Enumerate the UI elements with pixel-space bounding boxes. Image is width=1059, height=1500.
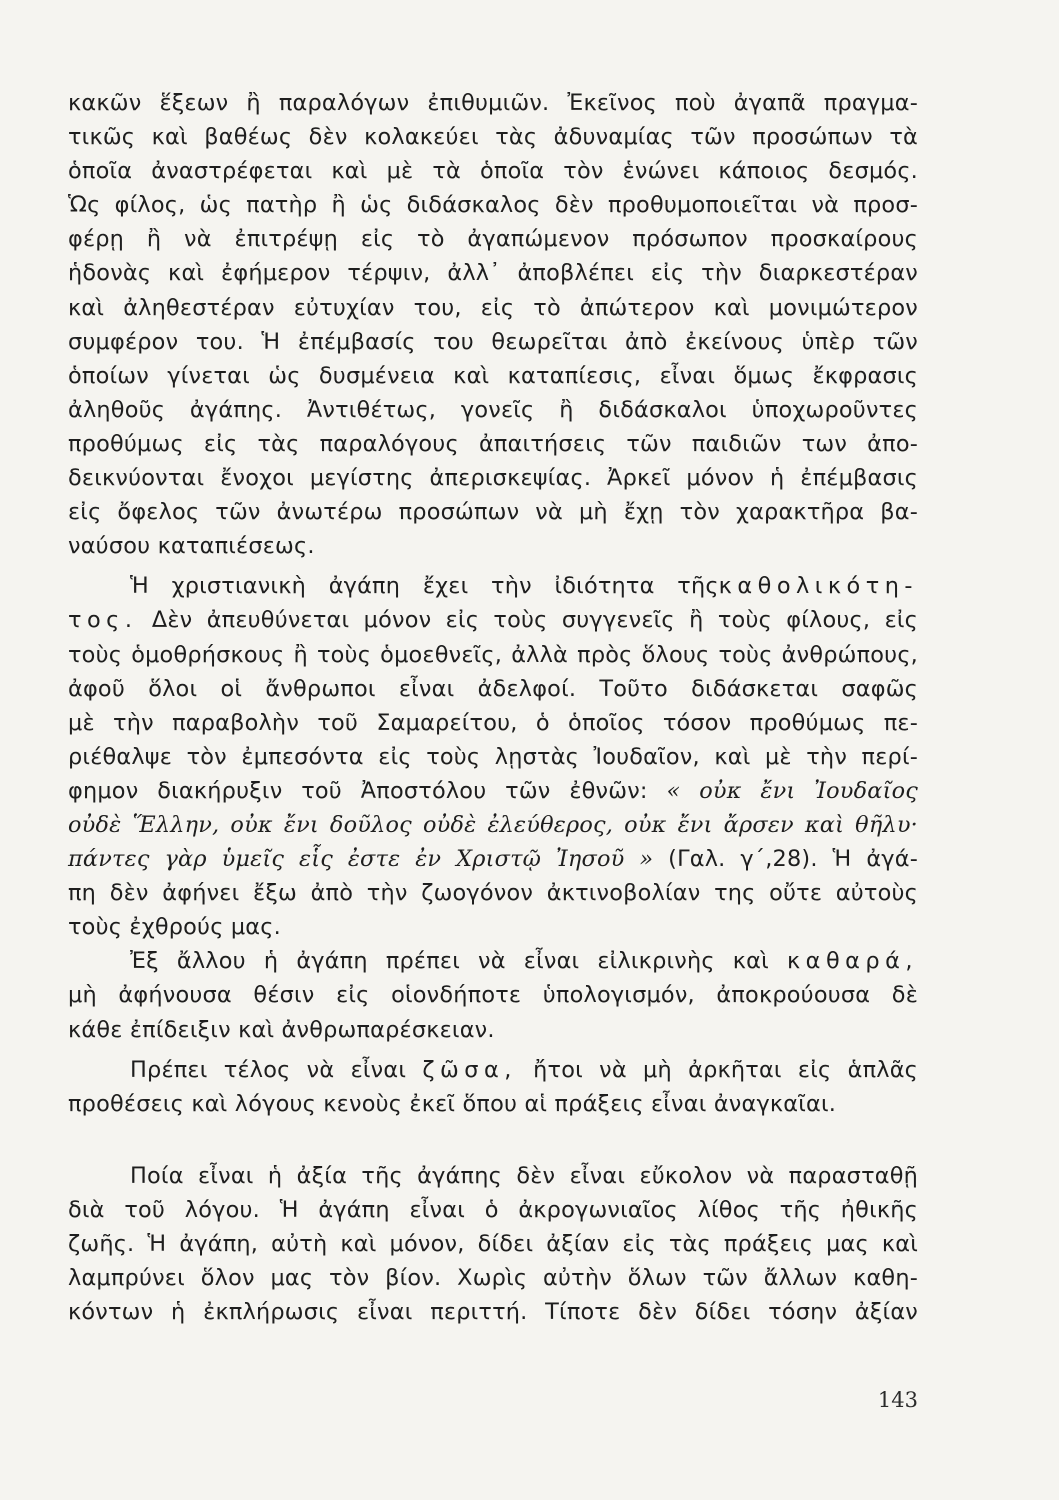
paragraph-1 bbox=[68, 86, 918, 563]
emphasis-spaced: καθολικότη- bbox=[718, 573, 918, 600]
text-line bbox=[68, 1053, 918, 1087]
text-line: πη δὲν ἀφήνει ἔξω ἀπὸ τὴν ζωογόνον ἀκτινοβολίαν της οὔτε αὐτοὺς bbox=[68, 880, 918, 907]
text-line: δεικνύονται ἔνοχοι μεγίστης ἀπερισκεψίας. Ἀρκεῖ μόνον ἡ ἐπέμβασις bbox=[68, 465, 918, 492]
text-line: ἀφοῦ ὅλοι οἱ ἄνθρωποι εἶναι ἀδελφοί. Τοῦτο διδάσκεται σαφῶς bbox=[68, 675, 918, 702]
page-number: 143 bbox=[877, 1388, 918, 1412]
text-line: τοὺς ὁμοθρήσκους ἢ τοὺς ὁμοεθνεῖς, ἀλλὰ πρὸς ὅλους τοὺς ἀνθρώπους, bbox=[68, 641, 918, 668]
text-line: καὶ ἀληθεστέραν εὐτυχίαν του, εἰς τὸ ἀπώτερον καὶ μονιμώτερον bbox=[68, 294, 918, 321]
text-run: φημον διακήρυξιν τοῦ Ἀποστόλου τῶν ἐθνῶν: bbox=[68, 777, 667, 804]
text-line bbox=[68, 944, 918, 978]
text-line: εἰς ὄφελος τῶν ἀνωτέρω προσώπων νὰ μὴ ἔχῃ τὸν χαρακτῆρα βα- bbox=[68, 499, 918, 526]
text-line: φέρῃ ἢ νὰ ἐπιτρέψῃ εἰς τὸ ἀγαπώμενον πρόσωπον προσκαίρους bbox=[68, 226, 918, 253]
paragraph-5 bbox=[68, 1159, 918, 1329]
text-line: τοὺς ἐχθρούς μας. bbox=[68, 914, 281, 941]
text-line: ὁποῖα ἀναστρέφεται καὶ μὲ τὰ ὁποῖα τὸν ἑνώνει κάποιος δεσμός. bbox=[68, 158, 918, 185]
body-text bbox=[68, 86, 918, 1329]
paragraph-3 bbox=[68, 944, 918, 1046]
text-run: ἤτοι νὰ μὴ ἀρκῆται εἰς ἁπλᾶς bbox=[516, 1056, 918, 1083]
scripture-quote: οὐδὲ Ἕλλην, οὐκ ἔνι δοῦλος οὐδὲ ἐλεύθερος, οὐκ ἔνι ἄρσεν καὶ θῆλυ· bbox=[68, 811, 918, 838]
text-run: Πρέπει τέλος νὰ εἶναι bbox=[130, 1056, 423, 1083]
text-line bbox=[68, 603, 918, 637]
text-line: ναύσου καταπιέσεως. bbox=[68, 533, 315, 560]
paragraph-4 bbox=[68, 1053, 918, 1121]
text-line: μὲ τὴν παραβολὴν τοῦ Σαμαρείτου, ὁ ὁποῖος τόσον προθύμως πε- bbox=[68, 709, 918, 736]
text-run: Ἐξ ἄλλου ἡ ἀγάπη πρέπει νὰ εἶναι εἰλικρινὴς καὶ bbox=[130, 948, 787, 975]
text-line: μὴ ἀφήνουσα θέσιν εἰς οἱονδήποτε ὑπολογισμόν, ἀποκρούουσα δὲ bbox=[68, 982, 918, 1009]
section-gap bbox=[68, 1121, 918, 1159]
text-line: ζωῆς. Ἡ ἀγάπη, αὐτὴ καὶ μόνον, δίδει ἀξίαν εἰς τὰς πράξεις μας καὶ bbox=[68, 1231, 918, 1257]
text-line: κόντων ἡ ἐκπλήρωσις εἶναι περιττή. Τίποτε δὲν δίδει τόσην ἀξίαν bbox=[68, 1299, 918, 1326]
emphasis-spaced: ζῶσα, bbox=[422, 1056, 517, 1083]
text-line bbox=[68, 808, 918, 842]
text-line: ἡδονὰς καὶ ἐφήμερον τέρψιν, ἀλλ᾿ ἀποβλέπει εἰς τὴν διαρκεστέραν bbox=[68, 260, 918, 287]
text-line: Ὡς φίλος, ὡς πατὴρ ἢ ὡς διδάσκαλος δὲν προθυμοποιεῖται νὰ προσ- bbox=[68, 192, 918, 219]
text-line: κακῶν ἕξεων ἢ παραλόγων ἐπιθυμιῶν. Ἐκεῖνος ποὺ ἀγαπᾶ πραγμα- bbox=[68, 90, 918, 116]
text-line: ἀληθοῦς ἀγάπης. Ἀντιθέτως, γονεῖς ἢ διδάσκαλοι ὑποχωροῦντες bbox=[68, 396, 918, 423]
text-line: κάθε ἐπίδειξιν καὶ ἀνθρωπαρέσκειαν. bbox=[68, 1016, 495, 1043]
text-line: προθύμως εἰς τὰς παραλόγους ἀπαιτήσεις τῶν παιδιῶν των ἀπο- bbox=[68, 430, 918, 457]
scripture-quote: « οὐκ ἔνι Ἰουδαῖος bbox=[666, 777, 918, 804]
text-line: τικῶς καὶ βαθέως δὲν κολακεύει τὰς ἀδυναμίας τῶν προσώπων τὰ bbox=[68, 124, 918, 151]
text-line: προθέσεις καὶ λόγους κενοὺς ἐκεῖ ὅπου αἱ πράξεις εἶναι ἀναγκαῖαι. bbox=[68, 1090, 837, 1117]
text-line: συμφέρον του. Ἡ ἐπέμβασίς του θεωρεῖται ἀπὸ ἐκείνους ὑπὲρ τῶν bbox=[68, 328, 918, 355]
text-line: λαμπρύνει ὅλον μας τὸν βίον. Χωρὶς αὐτὴν ὅλων τῶν ἄλλων καθη- bbox=[68, 1265, 918, 1292]
text-line bbox=[68, 774, 918, 808]
text-line: ὁποίων γίνεται ὡς δυσμένεια καὶ καταπίεσις, εἶναι ὅμως ἔκφρασις bbox=[68, 362, 918, 389]
text-line: Ποία εἶναι ἡ ἀξία τῆς ἀγάπης δὲν εἶναι εὔκολον νὰ παρασταθῇ bbox=[130, 1162, 918, 1189]
scripture-quote: πάντες γὰρ ὑμεῖς εἷς ἐστε ἐν Χριστῷ Ἰησοῦ » bbox=[68, 846, 654, 873]
text-run: Ἡ χριστιανικὴ ἀγάπη ἔχει τὴν ἰδιότητα τῆς bbox=[130, 573, 719, 600]
paragraph-2 bbox=[68, 569, 918, 944]
text-line bbox=[68, 842, 918, 876]
text-run: Δὲν ἀπευθύνεται μόνον εἰς τοὺς συγγενεῖς ἢ τοὺς φίλους, εἰς bbox=[137, 607, 918, 634]
text-line bbox=[68, 569, 918, 603]
text-line: ριέθαλψε τὸν ἐμπεσόντα εἰς τοὺς λῃστὰς Ἰουδαῖον, καὶ μὲ τὴν περί- bbox=[68, 743, 918, 770]
text-run: (Γαλ. γ΄,28). Ἡ ἀγά- bbox=[653, 846, 918, 873]
emphasis-spaced: τος. bbox=[68, 607, 138, 634]
emphasis-spaced: καθαρά, bbox=[786, 948, 918, 975]
text-line: διὰ τοῦ λόγου. Ἡ ἀγάπη εἶναι ὁ ἀκρογωνιαῖος λίθος τῆς ἠθικῆς bbox=[68, 1196, 918, 1223]
